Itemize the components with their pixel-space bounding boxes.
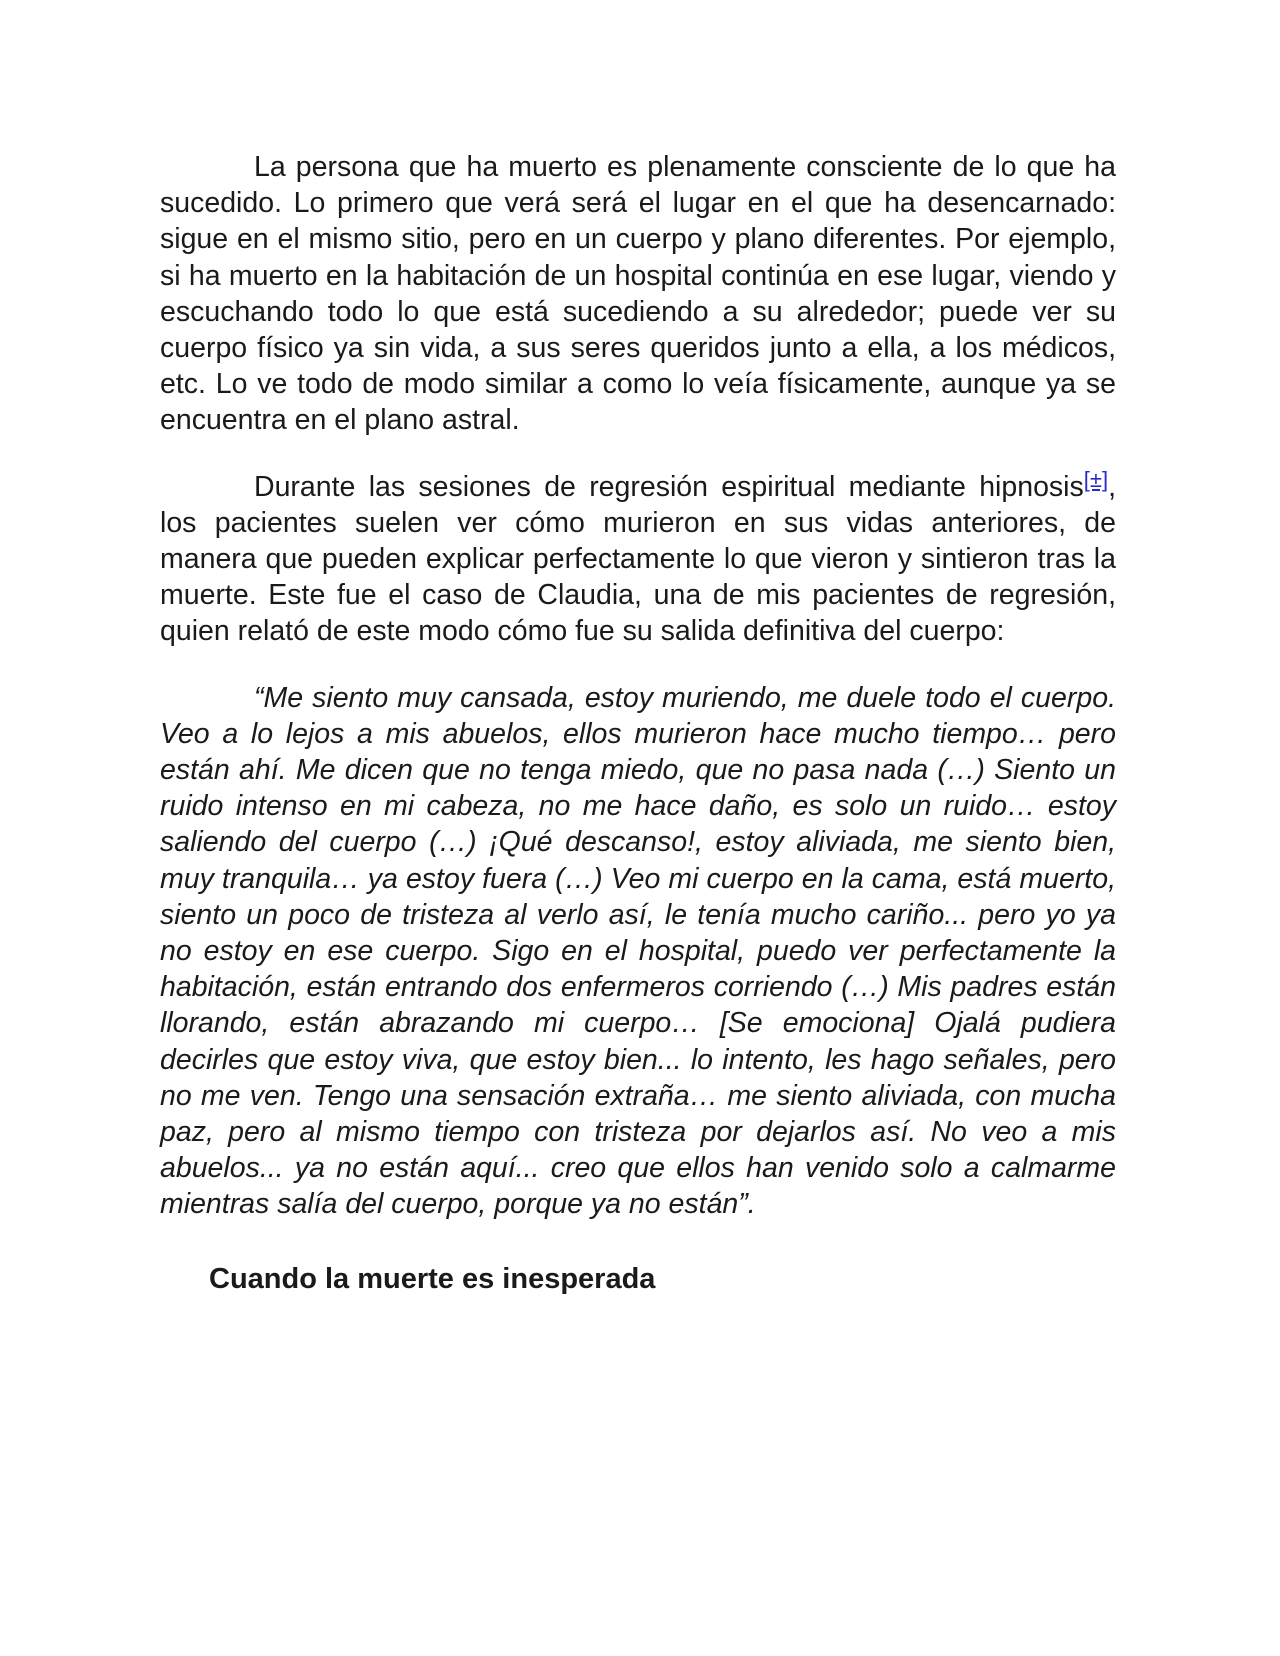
patient-quote-claudia: “Me siento muy cansada, estoy muriendo, me duele todo el cuerpo. Veo a lo lejos a mis abuelos, ellos murieron hace mucho tiempo… pero están ahí. Me dicen que no tenga miedo, que no pasa nada (…) Siento un ruido intenso en mi cabeza, no me hace daño, es solo un ruido… estoy saliendo del cuerpo (…) ¡Qué descanso!, estoy aliviada, me siento bien, muy tranquila… ya estoy fuera (…) Veo mi cuerpo en la cama, está muerto, siento un poco de tristeza al verlo así, le tenía mucho cariño... pero yo ya no estoy en ese cuerpo. Sigo en el hospital, puedo ver perfectamente la habitación, están entrando dos enfermeros corriendo (…) Mis padres están llorando, están abrazando mi cuerpo… [Se emociona] Ojalá pudiera decirles que estoy viva, que estoy bien... lo intento, les hago señales, pero no me ven. Tengo una sensación extraña… me siento aliviada, con mucha paz, pero al mismo tiempo con tristeza por dejarlos así. No veo a mis abuelos... ya no están aquí... creo que ellos han venido solo a calmarme mientras salía del cuerpo, porque ya no están”.	[160, 681, 1116, 1221]
paragraph-death-awareness: La persona que ha muerto es plenamente consciente de lo que ha sucedido. Lo primero que verá será el lugar en el que ha desencarnado: sigue en el mismo sitio, pero en un cuerpo y plano diferentes. Por ejemplo, si ha muerto en la habitación de un hospital continúa en ese lugar, viendo y escuchando todo lo que está sucediendo a su alrededor; puede ver su cuerpo físico ya sin vida, a sus seres queridos junto a ella, a los médicos, etc. Lo ve todo de modo similar a como lo veía físicamente, aunque ya se encuentra en el plano astral.	[160, 151, 1116, 437]
footnote-link[interactable]: [±]	[1083, 466, 1109, 492]
page-body	[160, 149, 1116, 1297]
paragraph-regression-sessions	[160, 466, 1116, 650]
section-heading: Cuando la muerte es inesperada	[209, 1262, 656, 1295]
paragraph-regression-text-start: Durante las sesiones de regresión espiritual mediante hipnosis	[254, 470, 1084, 503]
paragraph-regression-text-end: , los pacientes suelen ver cómo murieron en sus vidas anteriores, de manera que pueden explicar perfectamente lo que vieron y sintieron tras la muerte. Este fue el caso de Claudia, una de mis pacientes de regresión, quien relató de este modo cómo fue su salida definitiva del cuerpo:	[160, 470, 1116, 648]
